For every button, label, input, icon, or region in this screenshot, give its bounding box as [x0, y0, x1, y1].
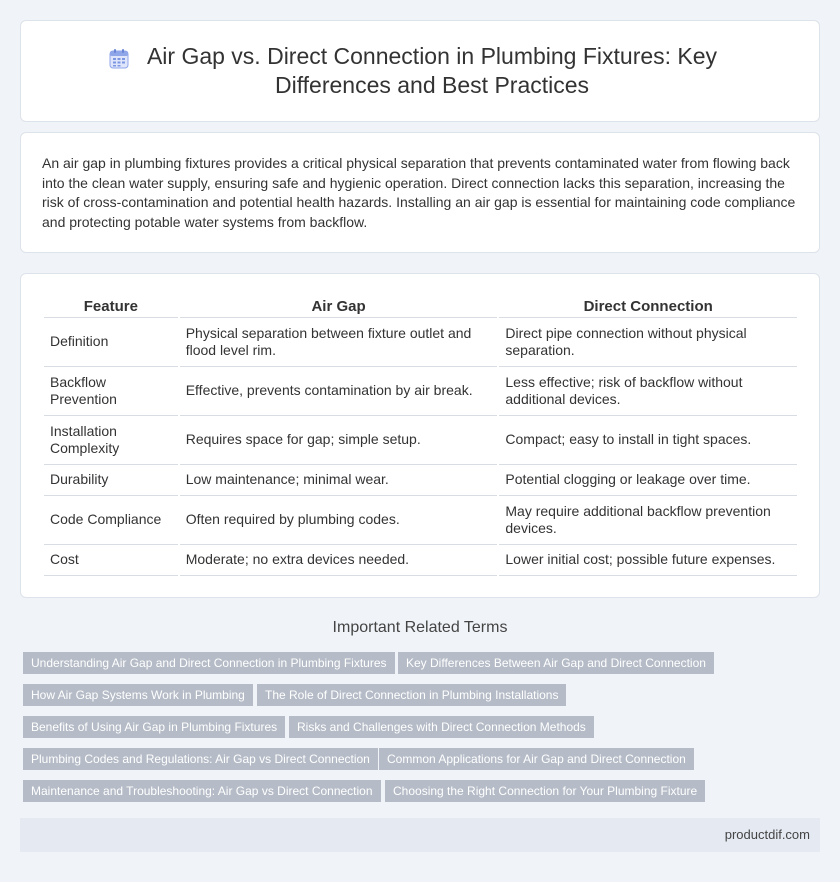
related-term-link[interactable]: The Role of Direct Connection in Plumbing Installations: [257, 684, 566, 706]
feature-cell: Cost: [44, 545, 178, 576]
table-row: [44, 465, 797, 496]
related-term-link[interactable]: Common Applications for Air Gap and Direct Connection: [379, 748, 694, 770]
table-row: [44, 367, 797, 416]
direct-connection-cell: Lower initial cost; possible future expenses.: [499, 545, 797, 576]
related-term-link[interactable]: How Air Gap Systems Work in Plumbing: [23, 684, 253, 706]
related-term-link[interactable]: Maintenance and Troubleshooting: Air Gap vs Direct Connection: [23, 780, 381, 802]
table-row: [44, 416, 797, 465]
page-title: Air Gap vs. Direct Connection in Plumbing Fixtures: Key Differences and Best Practices: [146, 43, 718, 98]
feature-cell: Backflow Prevention: [44, 367, 178, 416]
direct-connection-cell: Direct pipe connection without physical separation.: [499, 318, 797, 367]
air-gap-cell: Moderate; no extra devices needed.: [180, 545, 498, 576]
air-gap-cell: Effective, prevents contamination by air break.: [180, 367, 498, 416]
table-header-row: [44, 295, 797, 318]
feature-cell: Installation Complexity: [44, 416, 178, 465]
direct-connection-cell: Compact; easy to install in tight spaces.: [499, 416, 797, 465]
direct-connection-cell: Less effective; risk of backflow without additional devices.: [499, 367, 797, 416]
related-term-link[interactable]: Benefits of Using Air Gap in Plumbing Fixtures: [23, 716, 285, 738]
table-row: [44, 318, 797, 367]
feature-cell: Code Compliance: [44, 496, 178, 545]
header-air-gap: Air Gap: [180, 295, 498, 318]
table-row: [44, 545, 797, 576]
related-term-link[interactable]: Choosing the Right Connection for Your Plumbing Fixture: [385, 780, 705, 802]
related-term-link[interactable]: Risks and Challenges with Direct Connection Methods: [289, 716, 594, 738]
related-term-link[interactable]: Understanding Air Gap and Direct Connection in Plumbing Fixtures: [23, 652, 395, 674]
air-gap-cell: Often required by plumbing codes.: [180, 496, 498, 545]
direct-connection-cell: Potential clogging or leakage over time.: [499, 465, 797, 496]
air-gap-cell: Low maintenance; minimal wear.: [180, 465, 498, 496]
header-direct-connection: Direct Connection: [499, 295, 797, 318]
title-card: [20, 20, 820, 122]
intro-card: [20, 132, 820, 253]
related-term-link[interactable]: Plumbing Codes and Regulations: Air Gap vs Direct Connection: [23, 748, 378, 770]
footer: [20, 818, 820, 852]
header-feature: Feature: [44, 295, 178, 318]
intro-text: An air gap in plumbing fixtures provides a critical physical separation that prevents contaminated water from flowing back into the clean water supply, ensuring safe and hygienic operation. Direct connection lacks this separation, increasing the risk of cross-contamination and potential health hazards. Installing an air gap is essential for maintaining code compliance and protecting potable water systems from backflow.: [42, 155, 796, 230]
air-gap-cell: Physical separation between fixture outlet and flood level rim.: [180, 318, 498, 367]
comparison-card: [20, 273, 820, 598]
site-name: productdif.com: [724, 827, 810, 842]
comparison-table: [42, 295, 799, 576]
feature-cell: Durability: [44, 465, 178, 496]
air-gap-cell: Requires space for gap; simple setup.: [180, 416, 498, 465]
related-terms-heading: Important Related Terms: [332, 619, 508, 636]
feature-cell: Definition: [44, 318, 178, 367]
direct-connection-cell: May require additional backflow prevention devices.: [499, 496, 797, 545]
table-row: [44, 496, 797, 545]
related-term-link[interactable]: Key Differences Between Air Gap and Direct Connection: [398, 652, 714, 674]
